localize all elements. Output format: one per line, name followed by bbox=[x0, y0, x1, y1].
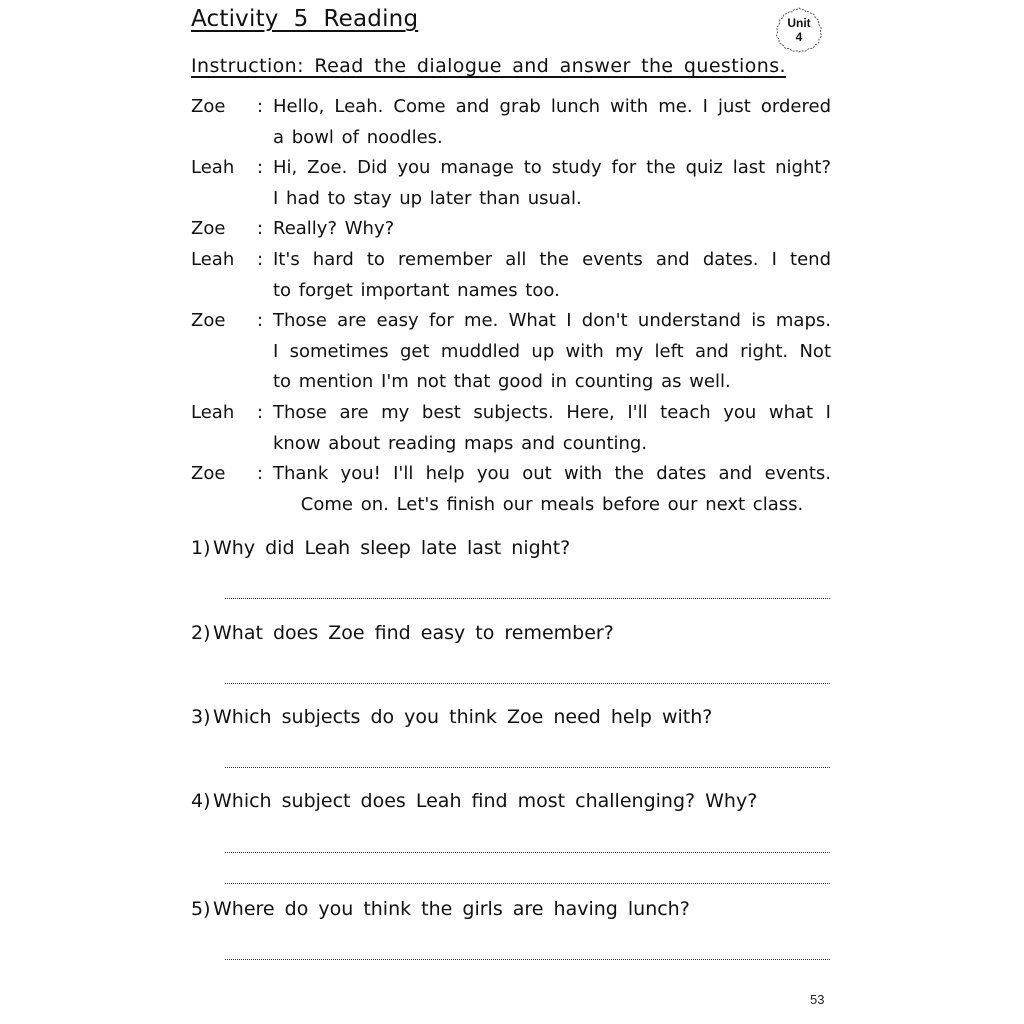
dialogue-line: Really? Why? bbox=[273, 218, 395, 240]
answer-line-4a[interactable] bbox=[225, 852, 830, 853]
dialogue-turn bbox=[191, 398, 831, 459]
speaker-colon: : bbox=[257, 463, 264, 485]
question-text: Why did Leah sleep late last night? bbox=[213, 537, 571, 559]
question-1 bbox=[191, 537, 570, 559]
dialogue-line: It's hard to remember all the events and dates. I tend bbox=[273, 248, 831, 270]
question-3 bbox=[191, 706, 712, 728]
instruction-text: Instruction: Read the dialogue and answer the questions. bbox=[191, 55, 786, 77]
speaker-name: Leah bbox=[191, 248, 235, 270]
answer-line-2[interactable] bbox=[225, 683, 830, 684]
speaker-colon: : bbox=[257, 310, 264, 332]
answer-line-1[interactable] bbox=[225, 598, 830, 599]
speaker-name: Zoe bbox=[191, 96, 226, 117]
question-text: Which subject does Leah find most challenging? Why? bbox=[213, 790, 758, 812]
dialogue-turn bbox=[191, 459, 831, 520]
unit-badge bbox=[773, 5, 825, 55]
speaker-name: Zoe bbox=[191, 218, 226, 240]
question-number: 4) bbox=[191, 790, 211, 812]
speaker-colon: : bbox=[257, 96, 264, 117]
speaker-colon: : bbox=[257, 401, 264, 423]
question-text: Which subjects do you think Zoe need help with? bbox=[213, 706, 713, 728]
answer-line-5[interactable] bbox=[225, 959, 830, 960]
answer-line-4b[interactable] bbox=[225, 883, 830, 884]
question-text: Where do you think the girls are having lunch? bbox=[213, 898, 690, 920]
speaker-name: Zoe bbox=[191, 310, 226, 332]
speaker-name: Zoe bbox=[191, 463, 226, 485]
question-text: What does Zoe find easy to remember? bbox=[213, 622, 614, 644]
dialogue-turn bbox=[191, 245, 831, 306]
question-2 bbox=[191, 622, 614, 644]
dialogue-line: Thank you! I'll help you out with the dates and events. bbox=[273, 463, 831, 485]
dialogue-turn bbox=[191, 214, 831, 245]
dialogue-line: Those are my best subjects. Here, I'll teach you what I bbox=[273, 401, 831, 423]
speaker-colon: : bbox=[257, 218, 264, 240]
dialogue-line: I sometimes get muddled up with my left and right. Not bbox=[273, 340, 831, 362]
dialogue-turn bbox=[191, 92, 831, 153]
dialogue-line: to mention I'm not that good in counting as well. bbox=[273, 371, 731, 393]
question-number: 3) bbox=[191, 706, 211, 728]
dialogue-line: to forget important names too. bbox=[273, 279, 560, 301]
dialogue-line: Hello, Leah. Come and grab lunch with me. I just ordered bbox=[273, 96, 831, 117]
question-5 bbox=[191, 898, 690, 920]
dialogue-turn bbox=[191, 153, 831, 214]
unit-number: 4 bbox=[795, 30, 803, 44]
unit-label: Unit bbox=[787, 16, 811, 30]
dialogue bbox=[191, 92, 831, 520]
speaker-colon: : bbox=[257, 248, 264, 270]
speaker-colon: : bbox=[257, 157, 264, 179]
answer-line-3[interactable] bbox=[225, 767, 830, 768]
question-number: 2) bbox=[191, 622, 211, 644]
speaker-name: Leah bbox=[191, 157, 235, 179]
page-number: 53 bbox=[810, 992, 825, 1007]
dialogue-line: I had to stay up later than usual. bbox=[273, 187, 582, 209]
dialogue-line: a bowl of noodles. bbox=[273, 126, 443, 148]
question-4 bbox=[191, 790, 757, 812]
activity-title: Activity 5 Reading bbox=[191, 6, 419, 32]
dialogue-line: Hi, Zoe. Did you manage to study for the quiz last night? bbox=[273, 157, 831, 179]
dialogue-line: Come on. Let's finish our meals before our next class. bbox=[300, 493, 804, 515]
dialogue-turn bbox=[191, 306, 831, 398]
dialogue-line: know about reading maps and counting. bbox=[273, 432, 648, 454]
dialogue-line: Those are easy for me. What I don't understand is maps. bbox=[273, 310, 831, 332]
speaker-name: Leah bbox=[191, 401, 235, 423]
question-number: 5) bbox=[191, 898, 211, 920]
question-number: 1) bbox=[191, 537, 211, 559]
